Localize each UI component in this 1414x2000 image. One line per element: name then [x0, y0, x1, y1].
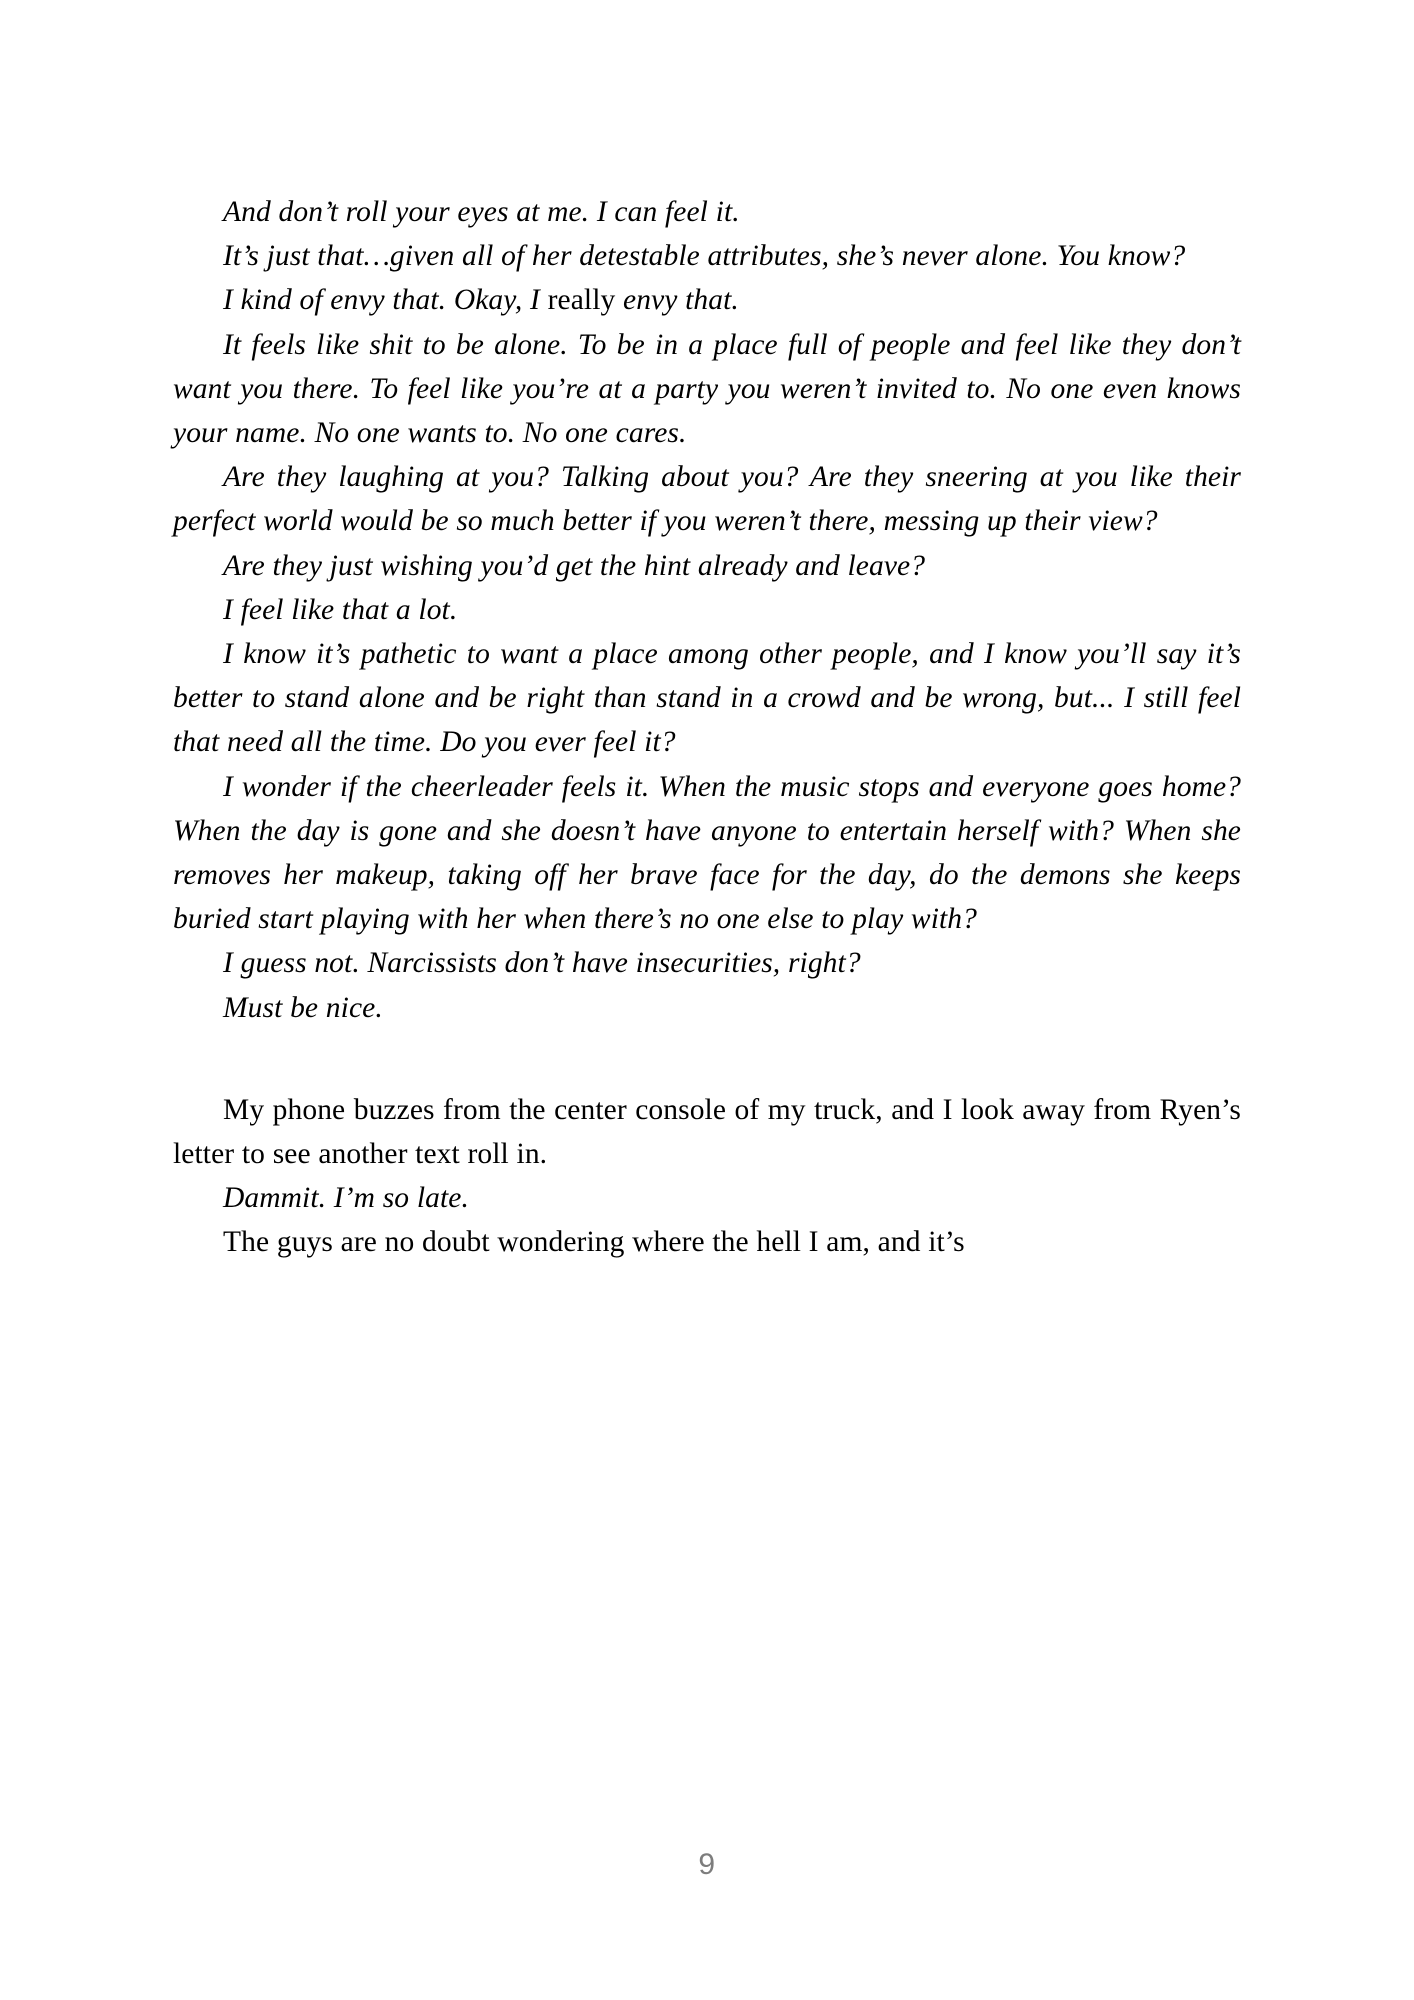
paragraph-p1: And don’t roll your eyes at me. I can feel it.: [223, 196, 740, 228]
letter-block: [173, 190, 1241, 1030]
paragraph-p5: Are they laughing at you? Talking about you? Are they sneering at you like their perfect world would be so much better if you weren’t there, messing up their view?: [173, 461, 1241, 538]
paragraph-p10: I guess not. Narcissists don’t have insecurities, right?: [223, 947, 861, 980]
paragraph-p3-emphasis-really: really: [547, 284, 616, 317]
paragraph-n2: Dammit. I’m so late.: [223, 1182, 469, 1215]
paragraph-p8: I know it’s pathetic to want a place among other people, and I know you’ll say it’s better to stand alone and be right than stand in a crowd and be wrong, but... I still feel that need all the time. Do you ever feel it?: [173, 638, 1241, 759]
paragraph-p2: It’s just that…given all of her detestable attributes, she’s never alone. You know?: [223, 240, 1186, 273]
paragraph-p3-segment-1: I kind of envy that. Okay, I: [223, 284, 548, 317]
paragraph-p3: [173, 278, 1241, 322]
paragraph-p4: It feels like shit to be alone. To be in a place full of people and feel like they don’t want you there. To feel like you’re at a party you weren’t invited to. No one even knows your name. No one wants to. No one cares.: [173, 328, 1241, 450]
paragraph-p7: I feel like that a lot.: [223, 593, 458, 626]
paragraph-p3-segment-3: envy that.: [615, 284, 739, 317]
paragraph-p11: Must be nice.: [223, 991, 383, 1024]
paragraph-n3: The guys are no doubt wondering where the hell I am, and it’s: [223, 1226, 965, 1259]
section-break-spacer: [173, 1030, 1241, 1088]
paragraph-p9: I wonder if the cheerleader feels it. When the music stops and everyone goes home? When the day is gone and she doesn’t have anyone to entertain herself with? When she removes her makeup, taking off her brave face for the day, do the demons she keeps buried start playing with her when there’s no one else to play with?: [173, 770, 1241, 936]
body-text-column: [173, 190, 1241, 1265]
paragraph-n1: My phone buzzes from the center console of my truck, and I look away from Ryen’s letter to see another text roll in.: [173, 1093, 1241, 1171]
paragraph-p6: Are they just wishing you’d get the hint already and leave?: [223, 549, 926, 582]
page-number: 9: [698, 1848, 716, 1881]
narrative-block: [173, 1088, 1241, 1265]
